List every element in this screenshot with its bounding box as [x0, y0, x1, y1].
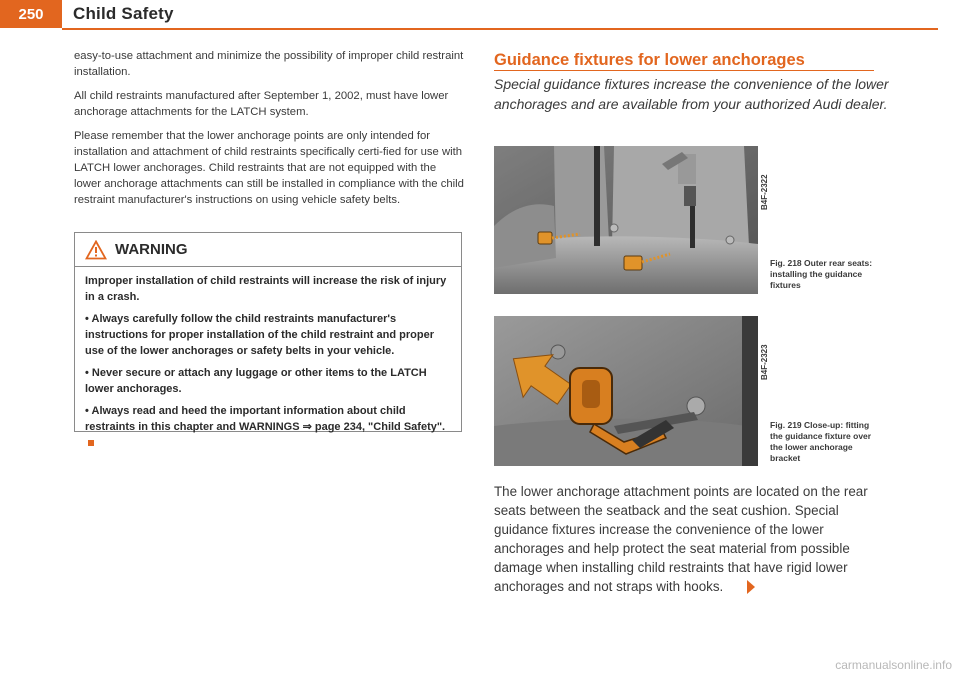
figure-219-code: B4F-2323: [760, 344, 769, 380]
warning-body: [75, 267, 461, 451]
body-paragraph: The lower anchorage attachment points are located on the rear seats between the seatback and the seat cushion. Special guidance fixtures increase the convenience of the lower anchorages and help protect the seat material from possible damage when installing child restraints that have rigid lower anchorages and not straps with hooks.: [494, 484, 868, 594]
body-paragraph-block: [494, 482, 888, 596]
paragraph: easy-to-use attachment and minimize the possibility of improper child restraint installation.: [74, 50, 464, 78]
figure-219-caption: Fig. 219 Close-up: fitting the guidance fixture over the lower anchorage bracket: [770, 420, 872, 463]
warning-bullet: • Always carefully follow the child restraints manufacturer's instructions for proper installation of the child restraint and proper use of the lower anchorages or safety belts in your vehicle.: [85, 313, 434, 357]
figure-218-code: B4F-2322: [760, 174, 769, 210]
continue-arrow-icon: [747, 580, 755, 594]
paragraph: Please remember that the lower anchorage points are only intended for installation and attachment of child restraints specifically certi-fied for use with LATCH lower anchorages. Child restraints that are not equipped with the lower anchorage attachments can still be installed in compliance with the child restraint manufacturer's instructions on using vehicle safety belts.: [74, 130, 464, 206]
figure-218-image: [494, 146, 758, 294]
page-number-badge: [0, 0, 62, 28]
figure-219-image: [494, 316, 758, 466]
left-column-text: [74, 48, 464, 216]
warning-header: [75, 233, 461, 267]
warning-box: [74, 232, 462, 432]
warning-bullet: • Never secure or attach any luggage or other items to the LATCH lower anchorages.: [85, 367, 427, 395]
figure-218-caption: Fig. 218 Outer rear seats: installing the guidance fixtures: [770, 258, 873, 290]
header-divider: [62, 28, 938, 30]
section-title: Guidance fixtures for lower anchorages: [494, 51, 805, 69]
end-square-icon: [88, 440, 94, 446]
warning-bullet: • Always read and heed the important information about child restraints in this chapter and WARNINGS ⇒ page 234, "Child Safety".: [85, 403, 451, 451]
warning-title: WARNING: [115, 241, 188, 258]
warning-lead: Improper installation of child restraints will increase the risk of injury in a crash.: [85, 275, 447, 303]
section-intro: Special guidance fixtures increase the convenience of the lower anchorages and are available from your authorized Audi dealer.: [494, 76, 889, 112]
warning-triangle-icon: [85, 240, 107, 260]
paragraph: All child restraints manufactured after September 1, 2002, must have lower anchorage attachments for the LATCH system.: [74, 90, 449, 118]
page-number: 250: [18, 6, 44, 23]
section-divider: [494, 70, 874, 71]
watermark: carmanualsonline.info: [835, 658, 952, 672]
chapter-title: Child Safety: [73, 4, 174, 23]
